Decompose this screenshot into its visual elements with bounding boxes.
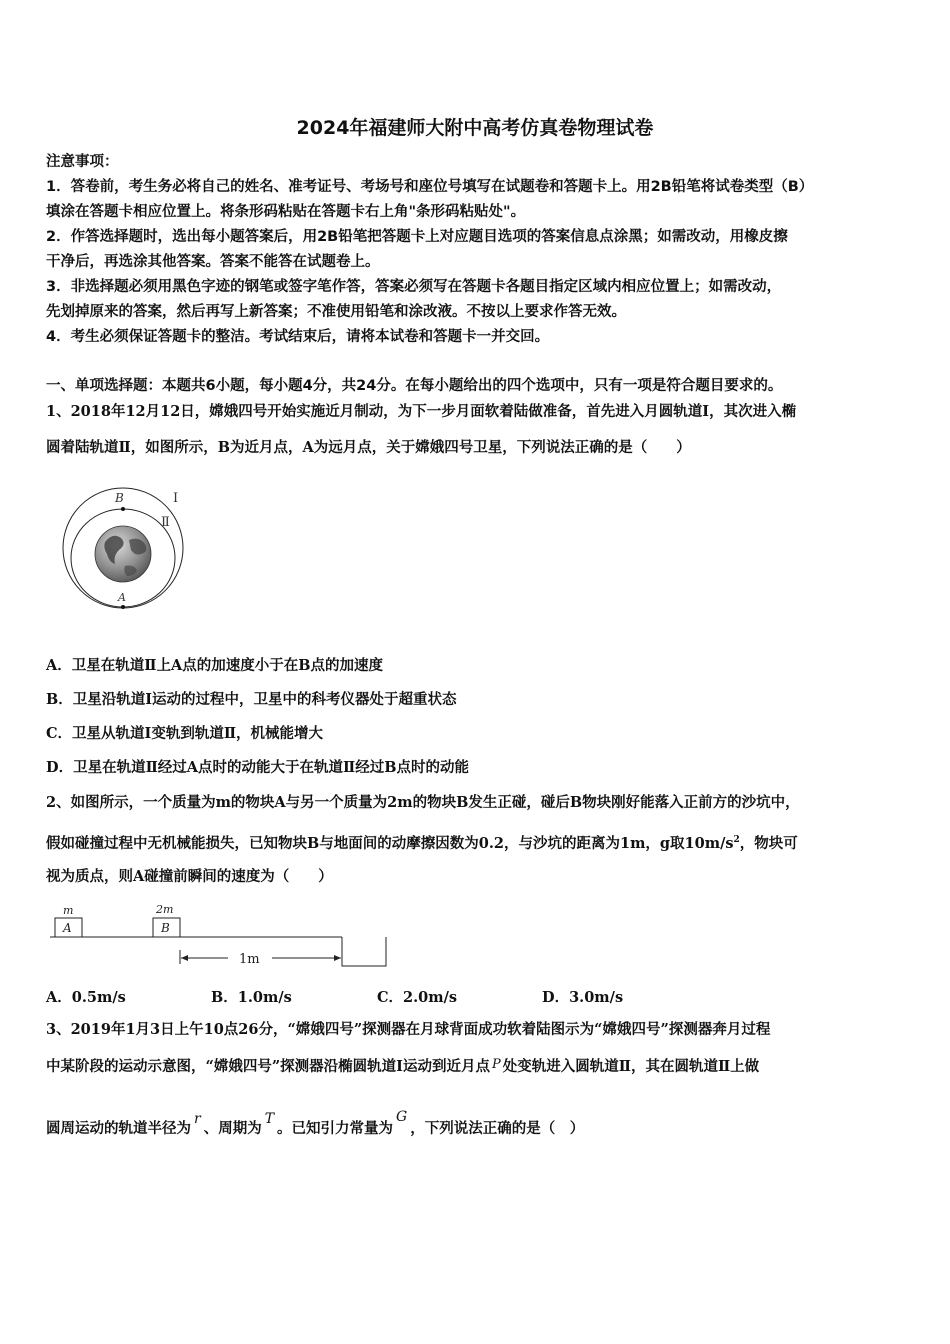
label-a: A (118, 591, 126, 604)
option-c: C．卫星从轨道Ⅰ变轨到轨道Ⅱ，机械能增大 (46, 725, 324, 742)
notice-line: 干净后，再选涂其他答案。答案不能答在试题卷上。 (46, 254, 380, 270)
notice-line: 填涂在答题卡相应位置上。将条形码粘贴在答题卡右上角"条形码粘贴处"。 (46, 204, 526, 220)
question-1-text: 1、2018年12月12日，嫦娥四号开始实施近月制动，为下一步月面软着陆做准备，首先进入月圆轨道Ⅰ，其次进入椭 (46, 403, 797, 420)
variable-g: G (396, 1109, 408, 1125)
point-b-dot (121, 507, 125, 511)
variable-r: r (194, 1111, 201, 1127)
label-orbit-2: Ⅱ (161, 515, 170, 530)
label-b: B (115, 491, 124, 505)
notice-line: 4．考生必须保证答题卡的整洁。考试结束后，请将本试卷和答题卡一并交回。 (46, 329, 550, 345)
question-3-text: 3、2019年1月3日上午10点26分，“嫦娥四号”探测器在月球背面成功软着陆图示为“嫦娥四号”探测器奔月过程 (46, 1021, 771, 1038)
question-2-text-part: ，物块可 (739, 834, 798, 852)
variable-p: P (491, 1057, 501, 1072)
notice-line: 2．作答选择题时，选出每小题答案后，用2B铅笔把答题卡上对应题目选项的答案信息点涂黑；如需改动，用橡皮擦 (46, 229, 788, 245)
option-b: B．卫星沿轨道Ⅰ运动的过程中，卫星中的科考仪器处于超重状态 (46, 691, 457, 708)
block-a-label: A (63, 921, 72, 935)
notice-line: 1．答卷前，考生务必将自己的姓名、准考证号、考场号和座位号填写在试题卷和答题卡上。用2B铅笔将试卷类型（B） (46, 179, 814, 195)
question-3-text (46, 1057, 759, 1078)
notice-line: 3．非选择题必须用黑色字迹的钢笔或签字笔作答，答案必须写在答题卡各题目指定区域内相应位置上；如需改动， (46, 279, 782, 295)
arrowhead-right (334, 955, 341, 961)
question-2-text: 视为质点，则A碰撞前瞬间的速度为（ ） (46, 868, 333, 885)
question-3-text-part: 中某阶段的运动示意图，“嫦娥四号”探测器沿椭圆轨道Ⅰ运动到近月点 (46, 1058, 490, 1075)
section-heading: 一、单项选择题：本题共6小题，每小题4分，共24分。在每小题给出的四个选项中，只有一项是符合题目要求的。 (46, 378, 783, 394)
question-3-text-part: 、周期为 (203, 1120, 262, 1137)
variable-t: T (264, 1111, 275, 1127)
notice-line: 先划掉原来的答案，然后再写上新答案；不准使用铅笔和涂改液。不按以上要求作答无效。 (46, 304, 626, 320)
notice-heading: 注意事项： (46, 154, 119, 170)
question-3-text-part: 处变轨进入圆轨道Ⅱ，其在圆轨道Ⅱ上做 (502, 1058, 760, 1075)
collision-diagram (45, 900, 395, 972)
orbit-diagram (55, 480, 200, 615)
question-2-text: 2、如图所示，一个质量为m的物块A与另一个质量为2m的物块B发生正碰，碰后B物块刚好能落入正前方的沙坑中， (46, 794, 800, 811)
option-a: A．卫星在轨道Ⅱ上A点的加速度小于在B点的加速度 (46, 657, 383, 674)
option-c: C．2.0m/s (377, 989, 458, 1006)
sand-pit (342, 937, 386, 966)
question-3-text-part: 。已知引力常量为 (277, 1120, 394, 1137)
question-1-text: 圆着陆轨道Ⅱ，如图所示，B为近月点，A为远月点，关于嫦娥四号卫星，下列说法正确的是（ ） (46, 439, 691, 456)
question-3-text (46, 1109, 585, 1139)
block-b-label: B (161, 921, 170, 935)
arrowhead-left (181, 955, 188, 961)
moon-icon (95, 526, 151, 582)
mass-a-label: m (63, 904, 74, 917)
option-a: A．0.5m/s (46, 989, 126, 1006)
question-3-text-part: ，下列说法正确的是（ ） (410, 1120, 585, 1137)
option-d: D．3.0m/s (542, 989, 624, 1006)
distance-label: 1m (239, 952, 260, 967)
question-3-text-part: 圆周运动的轨道半径为 (46, 1120, 191, 1137)
question-2-text (46, 830, 798, 854)
mass-b-label: 2m (156, 903, 174, 916)
page-title: 2024年福建师大附中高考仿真卷物理试卷 (296, 117, 654, 139)
superscript: 2 (733, 835, 740, 845)
label-orbit-1: Ⅰ (173, 491, 179, 506)
option-b: B．1.0m/s (211, 989, 292, 1006)
question-2-text-part: 假如碰撞过程中无机械能损失，已知物块B与地面间的动摩擦因数为0.2，与沙坑的距离为1m，g取10m/s (46, 834, 734, 852)
option-d: D．卫星在轨道Ⅱ经过A点时的动能大于在轨道Ⅱ经过B点时的动能 (46, 759, 470, 776)
point-a-dot (121, 605, 125, 609)
